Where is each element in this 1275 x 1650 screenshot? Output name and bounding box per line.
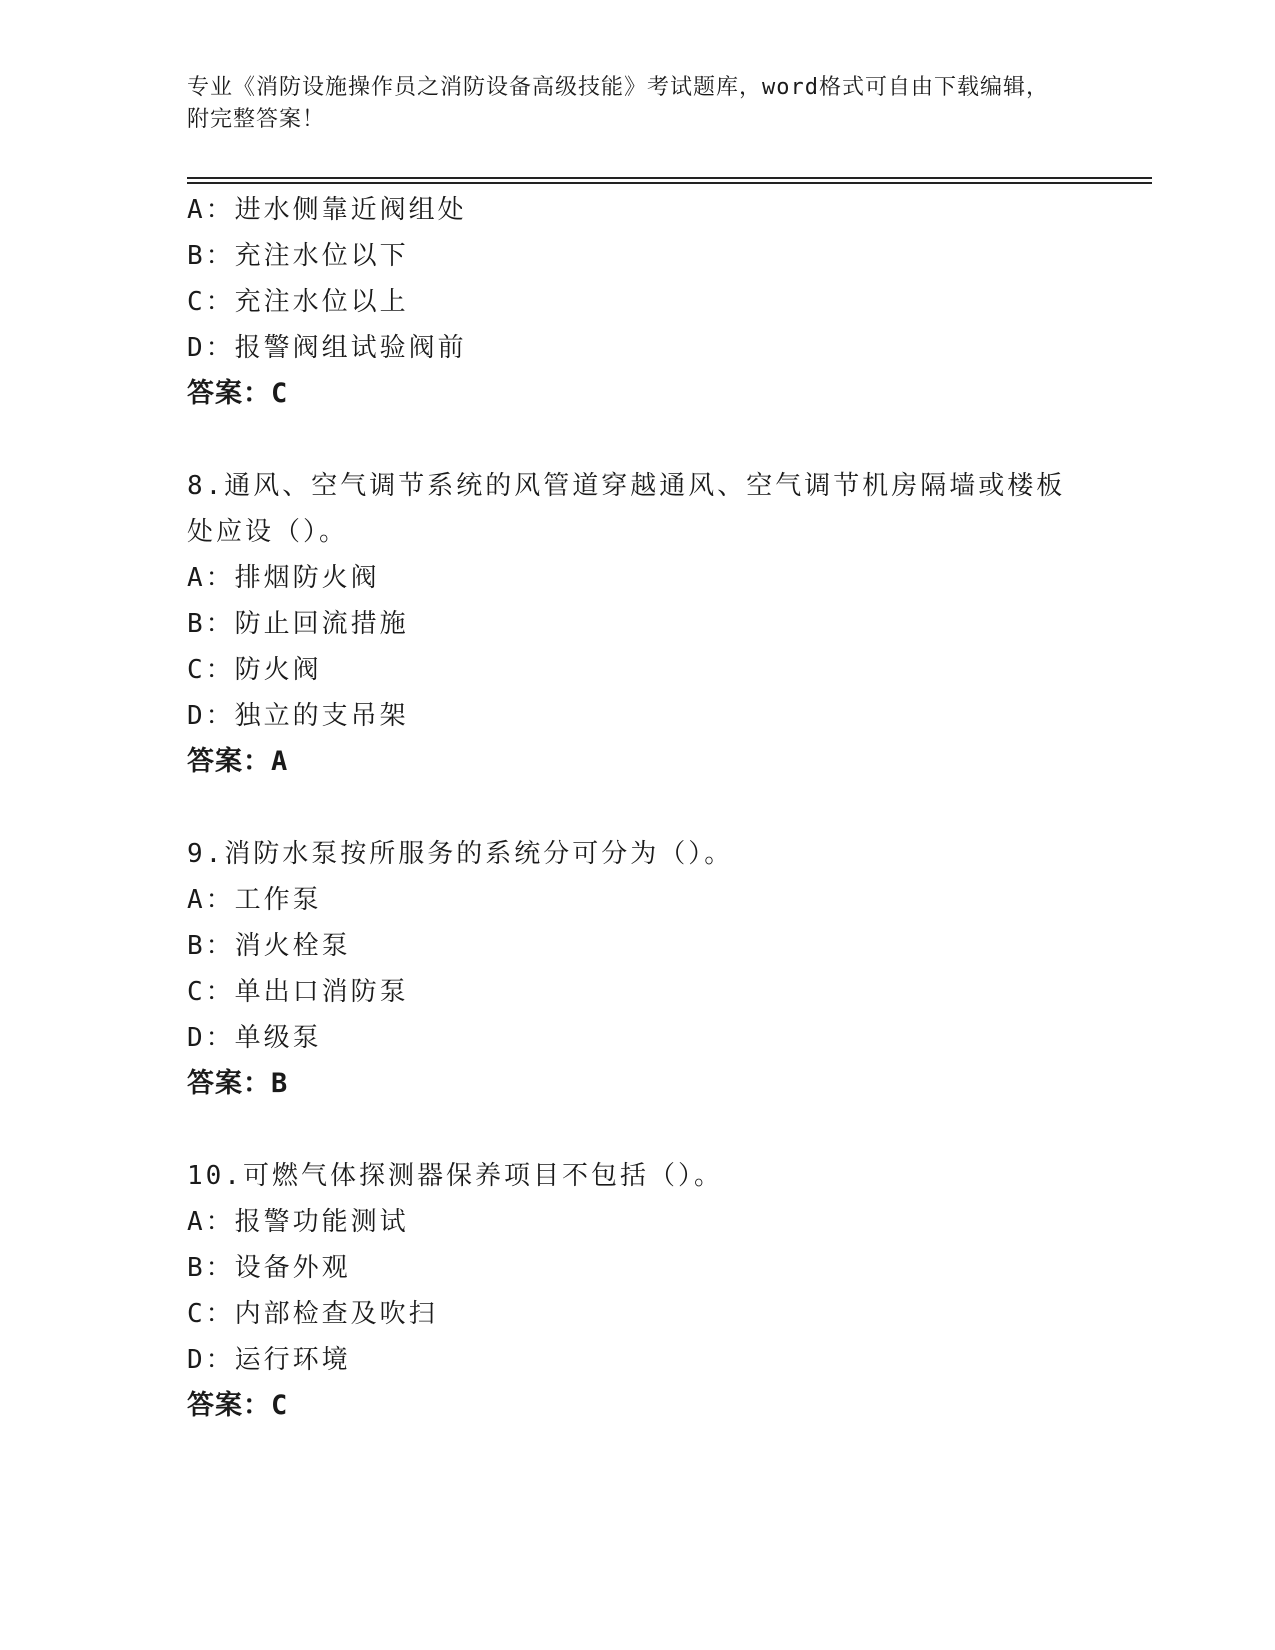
option-d: D：运行环境 bbox=[187, 1345, 351, 1375]
question-text: 9.消防水泵按所服务的系统分可分为（）。 bbox=[187, 839, 734, 869]
option-b: B：设备外观 bbox=[187, 1253, 351, 1283]
option-c: C：内部检查及吹扫 bbox=[187, 1299, 438, 1329]
option-b: B：充注水位以下 bbox=[187, 241, 409, 271]
option-d: D：报警阀组试验阀前 bbox=[187, 333, 467, 363]
option-c: C：单出口消防泵 bbox=[187, 977, 409, 1007]
header-divider-top bbox=[187, 177, 1152, 179]
option-a: A：工作泵 bbox=[187, 885, 322, 915]
question-text: 10.可燃气体探测器保养项目不包括（）。 bbox=[187, 1161, 723, 1191]
question-block-8 bbox=[187, 463, 1087, 785]
option-a: A：报警功能测试 bbox=[187, 1207, 409, 1237]
answer-line: 答案：A bbox=[187, 746, 289, 777]
document-header: 专业《消防设施操作员之消防设备高级技能》考试题库，word格式可自由下载编辑，附完整答案！ bbox=[187, 75, 1049, 132]
question-block-partial bbox=[187, 187, 1087, 417]
question-list bbox=[187, 187, 1087, 1429]
option-a: A：进水侧靠近阀组处 bbox=[187, 195, 467, 225]
spacer bbox=[187, 1107, 1087, 1153]
question-text: 8.通风、空气调节系统的风管道穿越通风、空气调节机房隔墙或楼板处应设（）。 bbox=[187, 471, 1066, 547]
option-c: C：防火阀 bbox=[187, 655, 322, 685]
option-a: A：排烟防火阀 bbox=[187, 563, 380, 593]
option-d: D：单级泵 bbox=[187, 1023, 322, 1053]
spacer bbox=[187, 417, 1087, 463]
answer-line: 答案：B bbox=[187, 1068, 289, 1099]
option-b: B：消火栓泵 bbox=[187, 931, 351, 961]
spacer bbox=[187, 785, 1087, 831]
header-divider-bottom bbox=[187, 182, 1152, 184]
option-d: D：独立的支吊架 bbox=[187, 701, 409, 731]
question-block-9 bbox=[187, 831, 1087, 1107]
answer-line: 答案：C bbox=[187, 378, 289, 409]
question-block-10 bbox=[187, 1153, 1087, 1429]
option-b: B：防止回流措施 bbox=[187, 609, 409, 639]
option-c: C：充注水位以上 bbox=[187, 287, 409, 317]
answer-line: 答案：C bbox=[187, 1390, 289, 1421]
